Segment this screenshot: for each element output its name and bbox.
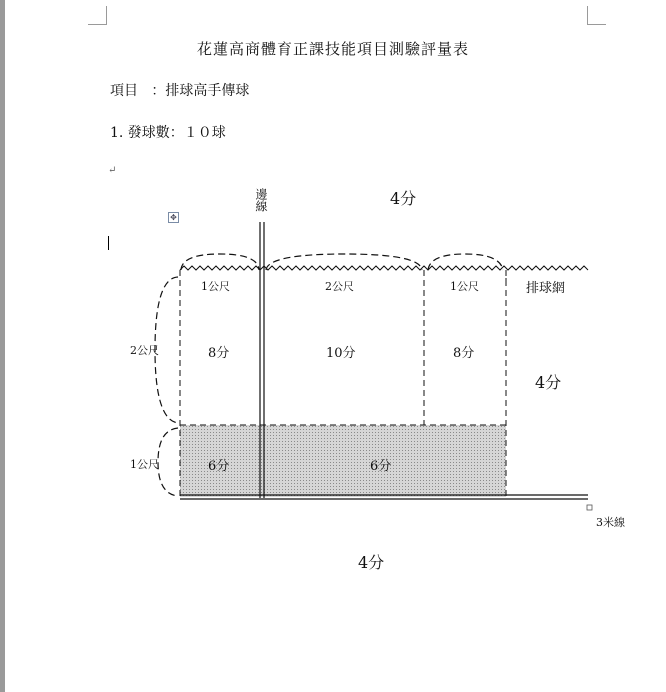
zone-front-right: 8分 bbox=[453, 346, 475, 361]
depth-top-label: 2公尺 bbox=[130, 344, 159, 357]
bottom-score: 4分 bbox=[358, 553, 385, 572]
zone-front-left: 8分 bbox=[208, 346, 230, 361]
three-meter-label: 3米線 bbox=[596, 516, 625, 529]
net-label: 排球網 bbox=[526, 281, 566, 296]
sideline-label: 邊線 bbox=[254, 188, 268, 212]
net-line bbox=[180, 266, 588, 270]
width-center-label: 2公尺 bbox=[325, 280, 354, 293]
line-end-handle[interactable] bbox=[587, 505, 592, 510]
zone-front-center: 10分 bbox=[326, 346, 356, 361]
document-title: 花蓮高商體育正課技能項目測驗評量表 bbox=[196, 40, 469, 58]
paragraph-mark: ↵ bbox=[108, 165, 117, 176]
width-left-label: 1公尺 bbox=[201, 280, 230, 293]
item-value: ：排球高手傳球 bbox=[151, 83, 250, 99]
depth-bottom-label: 1公尺 bbox=[130, 458, 159, 471]
item-label: 項目 bbox=[110, 83, 138, 99]
right-score: 4分 bbox=[535, 373, 562, 392]
table-move-handle-icon[interactable]: ✥ bbox=[168, 212, 179, 223]
zone-back-left: 6分 bbox=[208, 459, 230, 474]
width-right-label: 1公尺 bbox=[450, 280, 479, 293]
zone-back-center: 6分 bbox=[370, 459, 392, 474]
serve-count-line: 1. 發球數：１０球 bbox=[110, 125, 226, 141]
top-score: 4分 bbox=[390, 189, 417, 208]
